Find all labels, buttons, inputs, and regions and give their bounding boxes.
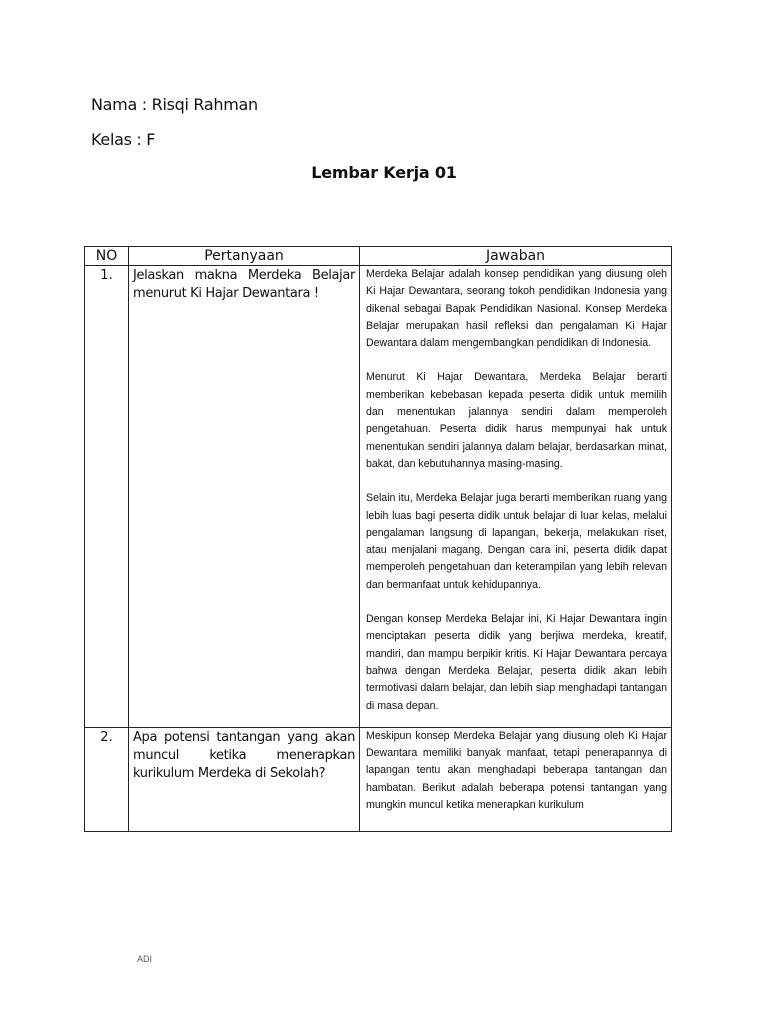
- table-row: [85, 727, 672, 831]
- answer-paragraph: Merdeka Belajar adalah konsep pendidikan yang diusung oleh Ki Hajar Dewantara, seorang tokoh pendidikan Indonesia yang dikenal sebagai Bapak Pendidikan Nasional. Konsep Merdeka Belajar merupakan hasil refleksi dan pengalaman Ki Hajar Dewantara dalam mengembangkan pendidikan di Indonesia.: [366, 268, 667, 350]
- question-cell: Jelaskan makna Merdeka Belajar menurut Ki Hajar Dewantara !: [129, 266, 360, 728]
- column-header-question: Pertanyaan: [129, 247, 360, 266]
- worksheet-title: Lembar Kerja 01: [311, 163, 457, 182]
- answer-cell: [360, 727, 672, 831]
- question-cell: Apa potensi tantangan yang akan muncul ketika menerapkan kurikulum Merdeka di Sekolah?: [129, 727, 360, 831]
- column-header-answer: Jawaban: [360, 247, 672, 266]
- table-header-row: [85, 247, 672, 266]
- footer-mark: ADI: [137, 954, 153, 964]
- answer-paragraph: Meskipun konsep Merdeka Belajar yang diusung oleh Ki Hajar Dewantara memiliki banyak manfaat, tetapi penerapannya di lapangan tentu akan menghadapi beberapa tantangan dan hambatan. Berikut adalah beberapa potensi tantangan yang mungkin muncul ketika menerapkan kurikulum: [366, 729, 667, 812]
- table-row: [85, 266, 672, 728]
- answer-cell: [360, 266, 672, 728]
- answer-paragraph: Dengan konsep Merdeka Belajar ini, Ki Hajar Dewantara ingin menciptakan peserta didik yang berjiwa merdeka, kreatif, mandiri, dan mampu berpikir kritis. Ki Hajar Dewantara percaya bahwa dengan Merdeka Belajar, peserta didik akan lebih termotivasi dalam belajar, dan lebih siap menghadapi tantangan di masa depan.: [366, 613, 667, 712]
- row-number: 2.: [85, 727, 129, 831]
- column-header-no: NO: [85, 247, 129, 266]
- worksheet-table: [84, 246, 672, 832]
- student-name: Nama : Risqi Rahman: [91, 95, 258, 114]
- row-number: 1.: [85, 266, 129, 728]
- answer-paragraph: Menurut Ki Hajar Dewantara, Merdeka Belajar berarti memberikan kebebasan kepada peserta didik untuk memilih dan menentukan jalannya sendiri dalam memperoleh pengetahuan. Peserta didik harus mempunyai hak untuk menentukan sendiri jalannya dalam belajar, berdasarkan minat, bakat, dan kebutuhannya masing-masing.: [366, 371, 667, 470]
- answer-paragraph: Selain itu, Merdeka Belajar juga berarti memberikan ruang yang lebih luas bagi peserta didik untuk belajar di luar kelas, melalui pengalaman langsung di lapangan, bekerja, melakukan riset, atau menjalani magang. Dengan cara ini, peserta didik dapat memperoleh pengetahuan dan keterampilan yang lebih relevan dan bermanfaat untuk kehidupannya.: [366, 492, 667, 591]
- student-class: Kelas : F: [91, 130, 156, 149]
